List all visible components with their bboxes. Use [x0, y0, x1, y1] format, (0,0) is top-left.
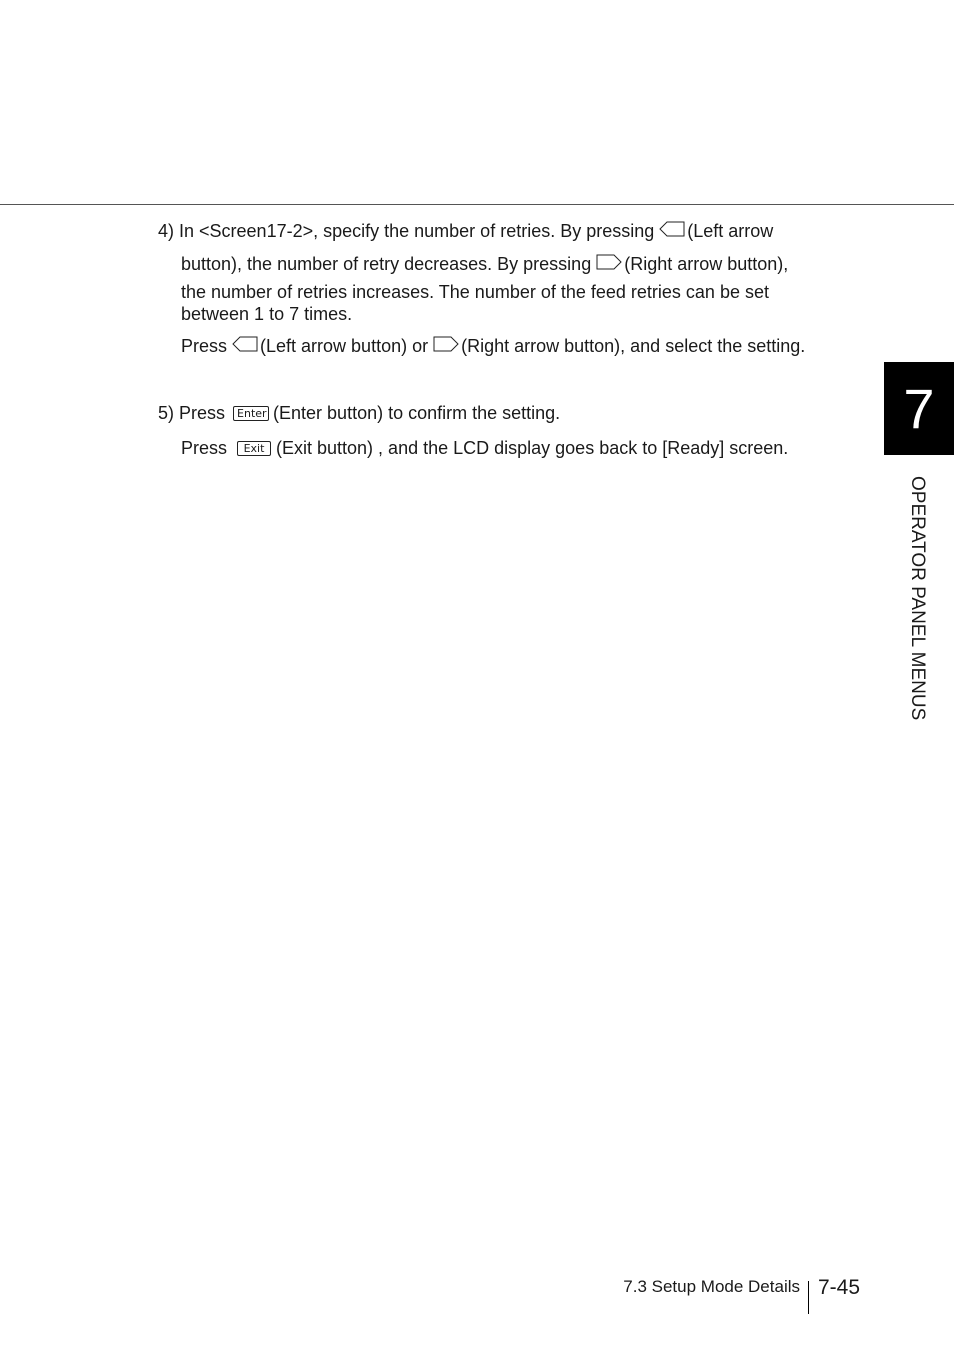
- page-number: 7-45: [818, 1276, 861, 1299]
- left-arrow-button-icon: [659, 220, 685, 243]
- step4-text: (Left arrow: [687, 221, 774, 241]
- step4-line3: [181, 281, 769, 303]
- step4-text: the number of retries increases. The number of the feed retries can be set: [181, 282, 769, 302]
- step5-text: (Enter button) to confirm the setting.: [273, 403, 561, 423]
- step4-line4: [181, 303, 352, 325]
- step5-text: 5) Press: [158, 403, 226, 423]
- step4-text: 4) In <Screen17-2>, specify the number of retries. By pressing: [158, 221, 655, 241]
- step4-text: between 1 to 7 times.: [181, 304, 353, 324]
- step4-text: Press: [181, 336, 228, 356]
- step4-text: (Right arrow button),: [624, 254, 789, 274]
- step5-text: Press: [181, 438, 228, 458]
- step4-text: (Right arrow button), and select the setting.: [461, 336, 806, 356]
- exit-key-icon: Exit: [237, 441, 271, 456]
- step4-text: button), the number of retry decreases. By pressing: [181, 254, 592, 274]
- header-rule: [0, 204, 954, 205]
- step4-line2: [181, 253, 788, 277]
- step5-line1: [158, 402, 560, 424]
- enter-key-icon: Enter: [233, 406, 269, 421]
- left-arrow-button-icon: [232, 335, 258, 358]
- footer-divider: [808, 1281, 809, 1314]
- step4-text: (Left arrow button) or: [260, 336, 429, 356]
- footer-section-title: 7.3 Setup Mode Details: [623, 1277, 800, 1296]
- step4-line1: [158, 220, 773, 244]
- step4-line5: [181, 335, 805, 359]
- step5-text: (Exit button) , and the LCD display goes back to [Ready] screen.: [276, 438, 789, 458]
- chapter-number-tab: 7: [884, 362, 954, 455]
- step5-line2: [181, 437, 788, 459]
- right-arrow-button-icon: [596, 253, 622, 276]
- chapter-title: OPERATOR PANEL MENUS: [907, 476, 928, 721]
- right-arrow-button-icon: [433, 335, 459, 358]
